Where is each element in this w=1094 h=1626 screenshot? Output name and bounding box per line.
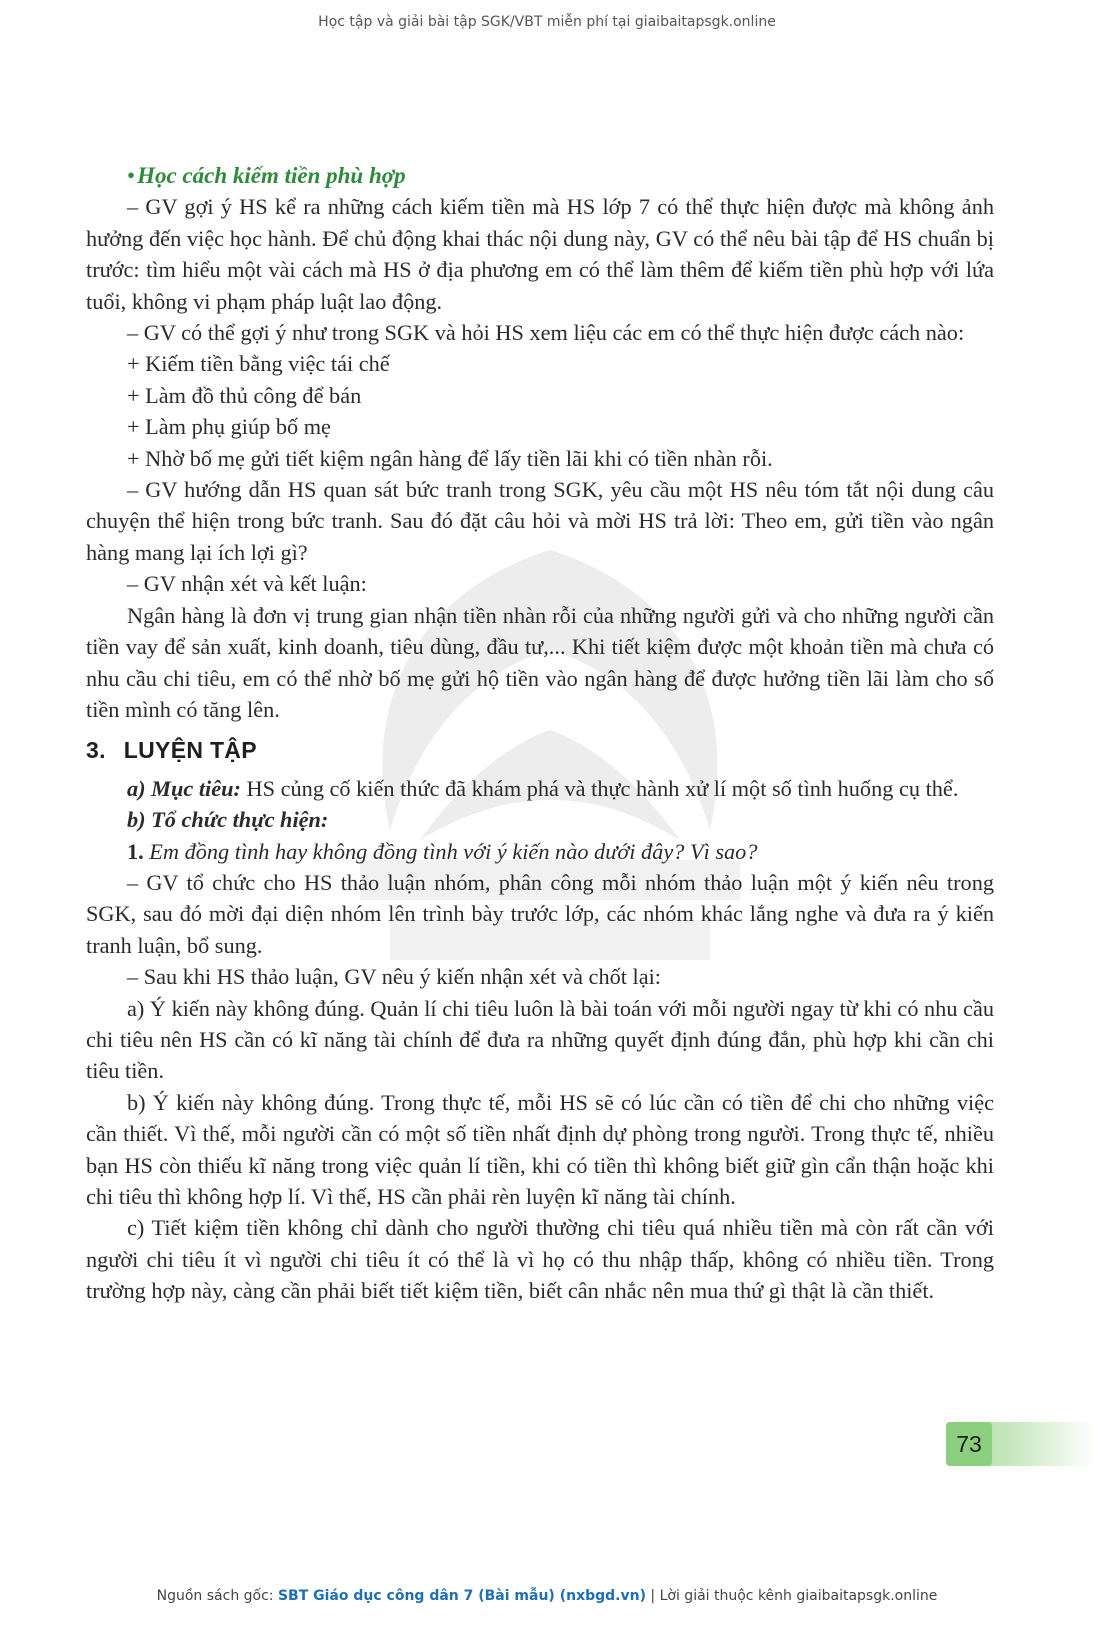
goal-text: HS củng cố kiến thức đã khám phá và thực hành xử lí một số tình huống cụ thể. [240, 775, 959, 801]
footer-prefix: Nguồn sách gốc: [156, 1588, 278, 1604]
list-item: + Làm phụ giúp bố mẹ [127, 414, 331, 440]
top-banner: Học tập và giải bài tập SGK/VBT miễn phí tại giaibaitapsgk.online [318, 14, 776, 30]
subheading-text: Học cách kiếm tiền phù hợp [137, 163, 406, 188]
paragraph: – GV gợi ý HS kể ra những cách kiếm tiền mà HS lớp 7 có thể thực hiện được mà không ảnh hưởng đến việc học hành. Để chủ động khai thác nội dung này, GV có thể nêu bài tập để HS chuẩn bị trước: tìm hiểu một vài cách mà HS ở địa phương em có thể làm thêm để kiếm tiền phù hợp với lứa tuổi, không vi phạm pháp luật lao động. [86, 194, 994, 314]
question-number: 1. [127, 838, 144, 864]
paragraph: – GV nhận xét và kết luận: [127, 571, 367, 597]
list-item: + Nhờ bố mẹ gửi tiết kiệm ngân hàng để lấy tiền lãi khi có tiền nhàn rỗi. [127, 445, 773, 471]
footer-source-link[interactable]: SBT Giáo dục công dân 7 (Bài mẫu) (nxbgd.vn) [277, 1588, 646, 1604]
conclusion-paragraph: Ngân hàng là đơn vị trung gian nhận tiền nhàn rỗi của những người gửi và cho những người cần tiền vay để sản xuất, kinh doanh, tiêu dùng, đầu tư,... Khi tiết kiệm được một khoản tiền mà chưa có nhu cầu chi tiêu, em có thể nhờ bố mẹ gửi hộ tiền vào ngân hàng để được hưởng tiền lãi làm cho số tiền mình có tăng lên. [86, 602, 994, 722]
goal-label: a) Mục tiêu: [127, 775, 241, 801]
section-title-text: LUYỆN TẬP [123, 737, 257, 764]
paragraph: – Sau khi HS thảo luận, GV nêu ý kiến nhận xét và chốt lại: [127, 964, 662, 990]
footer [0, 1588, 1094, 1604]
question-paragraph [86, 836, 994, 867]
bullet-dot-icon: • [127, 163, 136, 188]
subheading-earn-money [86, 160, 994, 191]
footer-suffix: | Lời giải thuộc kênh giaibaitapsgk.online [645, 1588, 938, 1604]
list-item: + Làm đồ thủ công để bán [127, 382, 362, 408]
page-body [86, 160, 994, 1307]
answer-a: a) Ý kiến này không đúng. Quản lí chi tiêu luôn là bài toán với mỗi người ngay từ khi có nhu cầu chi tiêu nên HS cần có kĩ năng tài chính để đưa ra những quyết định đúng đắn, phù hợp khi cần chi tiêu tiền. [86, 995, 994, 1084]
section-number: 3. [86, 737, 106, 764]
answer-b: b) Ý kiến này không đúng. Trong thực tế, mỗi HS sẽ có lúc cần có tiền để chi cho những việc cần thiết. Vì thế, mỗi người cần có một số tiền nhất định dự phòng trong người. Trong thực tế, nhiều bạn HS còn thiếu kĩ năng trong việc quản lí tiền, khi có tiền thì không biết giữ gìn cẩn thận hoặc khi chi tiêu thì không hợp lí. Vì thế, HS cần phải rèn luyện kĩ năng tài chính. [86, 1089, 994, 1209]
section-title [86, 735, 994, 766]
organization-label: b) Tổ chức thực hiện: [127, 807, 329, 833]
paragraph: – GV hướng dẫn HS quan sát bức tranh trong SGK, yêu cầu một HS nêu tóm tắt nội dung câu chuyện thể hiện trong bức tranh. Sau đó đặt câu hỏi và mời HS trả lời: Theo em, gửi tiền vào ngân hàng mang lại ích lợi gì? [86, 477, 994, 565]
page-number: 73 [946, 1422, 992, 1466]
goal-paragraph [86, 773, 994, 804]
answer-c: c) Tiết kiệm tiền không chỉ dành cho người thường chi tiêu quá nhiều tiền mà còn rất cần với người chi tiêu ít vì người chi tiêu ít có thể là vì họ có thu nhập thấp, không có nhiều tiền. Trong trường hợp này, càng cần phải biết tiết kiệm tiền, biết cân nhắc nên mua thứ gì thật là cần thiết. [86, 1215, 994, 1304]
paragraph: – GV tổ chức cho HS thảo luận nhóm, phân công mỗi nhóm thảo luận một ý kiến nêu trong SGK, sau đó mời đại diện nhóm lên trình bày trước lớp, các nhóm khác lắng nghe và đưa ra ý kiến tranh luận, bổ sung. [86, 869, 994, 958]
paragraph: – GV có thể gợi ý như trong SGK và hỏi HS xem liệu các em có thể thực hiện được cách nào: [127, 320, 965, 346]
question-text: Em đồng tình hay không đồng tình với ý kiến nào dưới đây? Vì sao? [143, 838, 758, 864]
list-item: + Kiếm tiền bằng việc tái chế [127, 351, 390, 377]
